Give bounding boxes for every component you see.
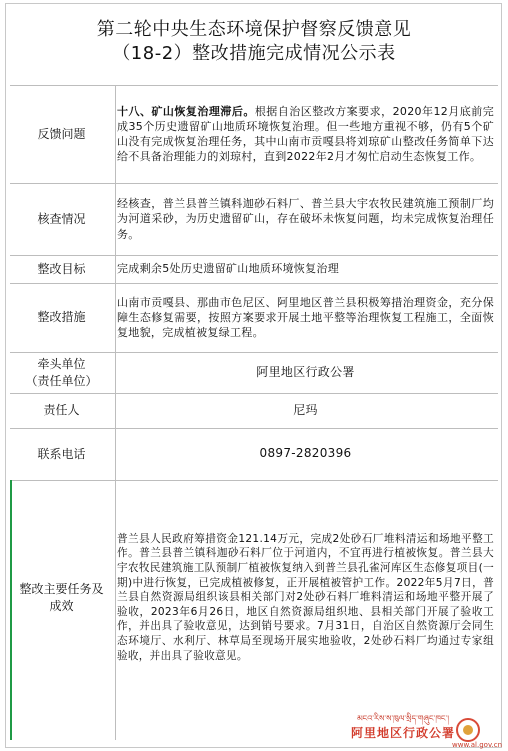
responsible-text: 尼玛 <box>293 402 318 417</box>
lead-unit-label <box>10 352 113 393</box>
result-label-line2: 成效 <box>49 598 74 613</box>
phone-value <box>117 428 494 480</box>
verify-value <box>117 183 494 255</box>
goal-value <box>117 255 494 283</box>
row-feedback <box>10 85 498 183</box>
verify-text: 经核查，普兰县普兰镇科迦砂石料厂、普兰县大宇农牧民建筑施工预制厂均为河道采砂，为历史遗留矿山，存在破坏未恢复问题，均未完成恢复治理任务。 <box>117 197 494 241</box>
title-line-1: 第二轮中央生态环境保护督察反馈意见 <box>96 19 412 40</box>
government-seal-icon <box>456 718 480 742</box>
measures-label: 整改措施 <box>37 310 86 324</box>
row-verify <box>10 183 498 255</box>
feedback-lead: 十八、矿山恢复治理滞后。 <box>117 104 255 118</box>
phone-label: 联系电话 <box>37 446 86 461</box>
result-text: 普兰县人民政府筹措资金121.14万元，完成2处砂石厂堆料清运和场地平整工作。普兰县普兰镇科迦砂石料厂位于河道内，不宜再进行植被恢复。普兰县大宇农牧民建筑施工队预制厂植被恢复纳入到普兰县孔雀河库区生态修复项目(一期)中进行恢复，已完成植被修复，正开展植被管护工作。2022年5月7日，普兰县自然资源局组织该县相关部门对2处砂石料厂堆料清运和场地平整开展了验收，2023年6月26日，地区自然资源局组织地、县相关部门开展了验收工作，并出具了验收意见，达到销号要求。7月31日，自治区自然资源厅会同生态环境厅、水利厅、林草局至现场开展实地验收，2处砂石料厂均通过专家组验收，并出具了验收意见。 <box>117 532 494 662</box>
responsible-value <box>117 393 494 428</box>
result-value <box>117 480 494 715</box>
feedback-text: 根据自治区整改方案要求，2020年12月底前完成35个历史遗留矿山地质环境恢复治理。但一些地方重视不够，仍有5个矿山没有完成恢复治理任务，其中山南市贡嘎县将刘琼矿山整改任务简单下达给不具备治理能力的刘琼村，直到2022年2月才匆忙启动生态恢复工作。 <box>117 104 495 164</box>
watermark-tibetan: མངའ་རིས་ས་ཁུལ་སྲིད་གཞུང་ཁང་། <box>357 714 449 723</box>
page-title <box>0 18 508 66</box>
lead-unit-label-line1: 牵头单位 <box>37 356 86 371</box>
row-goal <box>10 255 498 283</box>
row-result <box>10 480 498 715</box>
watermark-chinese: 阿里地区行政公署 <box>350 726 455 740</box>
result-label <box>10 480 113 715</box>
lead-unit-value <box>117 352 494 393</box>
row-responsible <box>10 393 498 428</box>
feedback-value <box>117 85 494 183</box>
goal-label: 整改目标 <box>37 261 86 276</box>
row-lead-unit <box>10 352 498 393</box>
goal-text: 完成剩余5处历史遗留矿山地质环境恢复治理 <box>117 262 339 276</box>
result-label-line1: 整改主要任务及 <box>19 581 104 596</box>
lead-unit-label-line2: （责任单位） <box>25 373 98 388</box>
watermark-url: www.al.gov.cn <box>452 741 503 749</box>
lead-unit-text: 阿里地区行政公署 <box>256 364 355 379</box>
verify-label: 核查情况 <box>37 211 86 226</box>
row-phone <box>10 428 498 480</box>
measures-value <box>117 283 494 352</box>
title-line-2: （18-2）整改措施完成情况公示表 <box>112 43 396 64</box>
responsible-label: 责任人 <box>43 403 80 417</box>
measures-text: 山南市贡嘎县、那曲市色尼区、阿里地区普兰县积极筹措治理资金，充分保障生态修复需要，按照方案要求开展土地平整等治理恢复工程施工，全面恢复地貌，完成植被复绿工程。 <box>117 295 494 340</box>
row-measures <box>10 283 498 352</box>
phone-text: 0897-2820396 <box>259 446 352 461</box>
feedback-label: 反馈问题 <box>37 126 86 141</box>
